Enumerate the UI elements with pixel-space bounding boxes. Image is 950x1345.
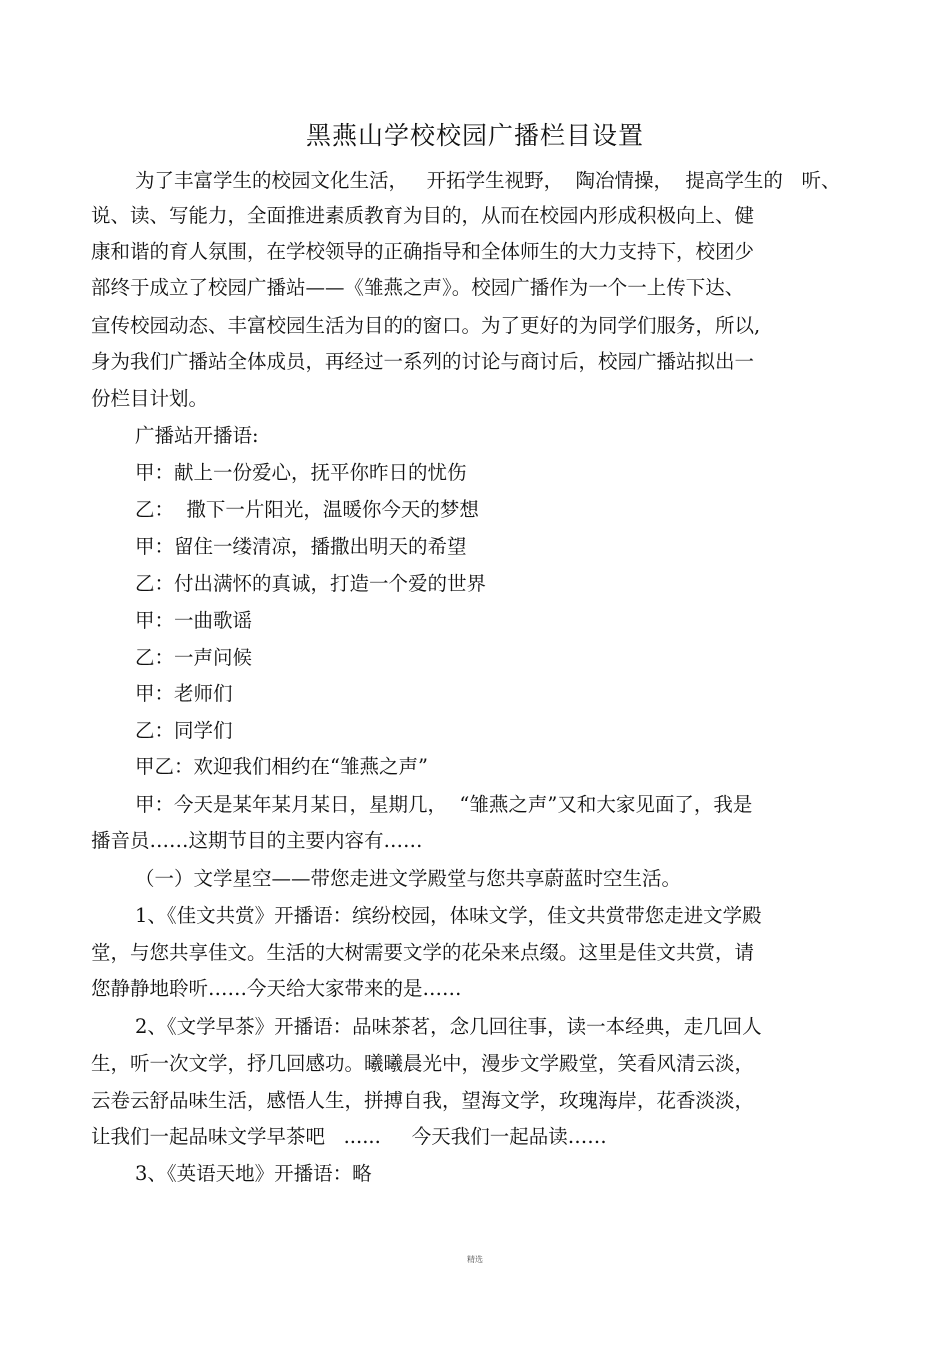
paragraph-line: 云卷云舒品味生活，感悟人生，拼搏自我，望海文学，玫瑰海岸，花香淡淡， bbox=[91, 1089, 755, 1112]
dialogue-line: 播音员……这期节目的主要内容有…… bbox=[91, 829, 423, 852]
paragraph-line: 3、《英语天地》开播语：略 bbox=[135, 1162, 372, 1185]
dialogue-line: 乙：一声问候 bbox=[135, 646, 253, 669]
dialogue-line: 甲：老师们 bbox=[135, 682, 233, 705]
dialogue-line: 甲：一曲歌谣 bbox=[135, 609, 253, 632]
paragraph-line: 康和谐的育人氛围，在学校领导的正确指导和全体师生的大力支持下，校团少 bbox=[91, 240, 755, 263]
dialogue-line: 乙：同学们 bbox=[135, 719, 233, 742]
paragraph-line: 说、读、写能力，全面推进素质教育为目的，从而在校园内形成积极向上、健 bbox=[91, 204, 755, 227]
paragraph-line: 宣传校园动态、丰富校园生活为目的的窗口。为了更好的为同学们服务，所以, bbox=[91, 314, 761, 337]
section-heading: （一）文学星空——带您走进文学殿堂与您共享蔚蓝时空生活。 bbox=[135, 867, 682, 890]
section-heading: 广播站开播语: bbox=[135, 424, 259, 447]
dialogue-line: 甲：献上一份爱心，抚平你昨日的忧伤 bbox=[135, 461, 467, 484]
paragraph-line: 您静静地聆听……今天给大家带来的是…… bbox=[91, 977, 462, 1000]
dialogue-line: 甲：今天是某年某月某日，星期几， “雏燕之声”又和大家见面了，我是 bbox=[135, 793, 753, 816]
paragraph-line: 为了丰富学生的校园文化生活， 开拓学生视野， 陶冶情操， 提高学生的 听、 bbox=[135, 169, 841, 192]
paragraph-line: 堂，与您共享佳文。生活的大树需要文学的花朵来点缀。这里是佳文共赏，请 bbox=[91, 941, 755, 964]
paragraph-line: 2、《文学早茶》开播语：品味茶茗，念几回往事，读一本经典，走几回人 bbox=[135, 1015, 762, 1038]
dialogue-line: 甲乙：欢迎我们相约在“雏燕之声” bbox=[135, 755, 428, 778]
dialogue-line: 乙：付出满怀的真诚，打造一个爱的世界 bbox=[135, 572, 487, 595]
paragraph-line: 让我们一起品味文学早茶吧 ...... 今天我们一起品读…… bbox=[91, 1125, 607, 1148]
document-title: 黑燕山学校校园广播栏目设置 bbox=[305, 121, 644, 150]
page-footer: 精选 bbox=[467, 1255, 483, 1264]
dialogue-line: 乙： 撒下一片阳光，温暖你今天的梦想 bbox=[135, 498, 479, 521]
paragraph-line: 份栏目计划。 bbox=[91, 387, 209, 410]
paragraph-line: 生，听一次文学，抒几回感功。曦曦晨光中，漫步文学殿堂，笑看风清云淡， bbox=[91, 1052, 755, 1075]
paragraph-line: 部终于成立了校园广播站——《雏燕之声》。校园广播作为一个一上传下达、 bbox=[91, 276, 745, 299]
paragraph-line: 身为我们广播站全体成员，再经过一系列的讨论与商讨后，校园广播站拟出一 bbox=[91, 350, 755, 373]
paragraph-line: 1、《佳文共赏》开播语：缤纷校园，体味文学，佳文共赏带您走进文学殿 bbox=[135, 904, 762, 927]
dialogue-line: 甲：留住一缕清凉，播撒出明天的希望 bbox=[135, 535, 467, 558]
